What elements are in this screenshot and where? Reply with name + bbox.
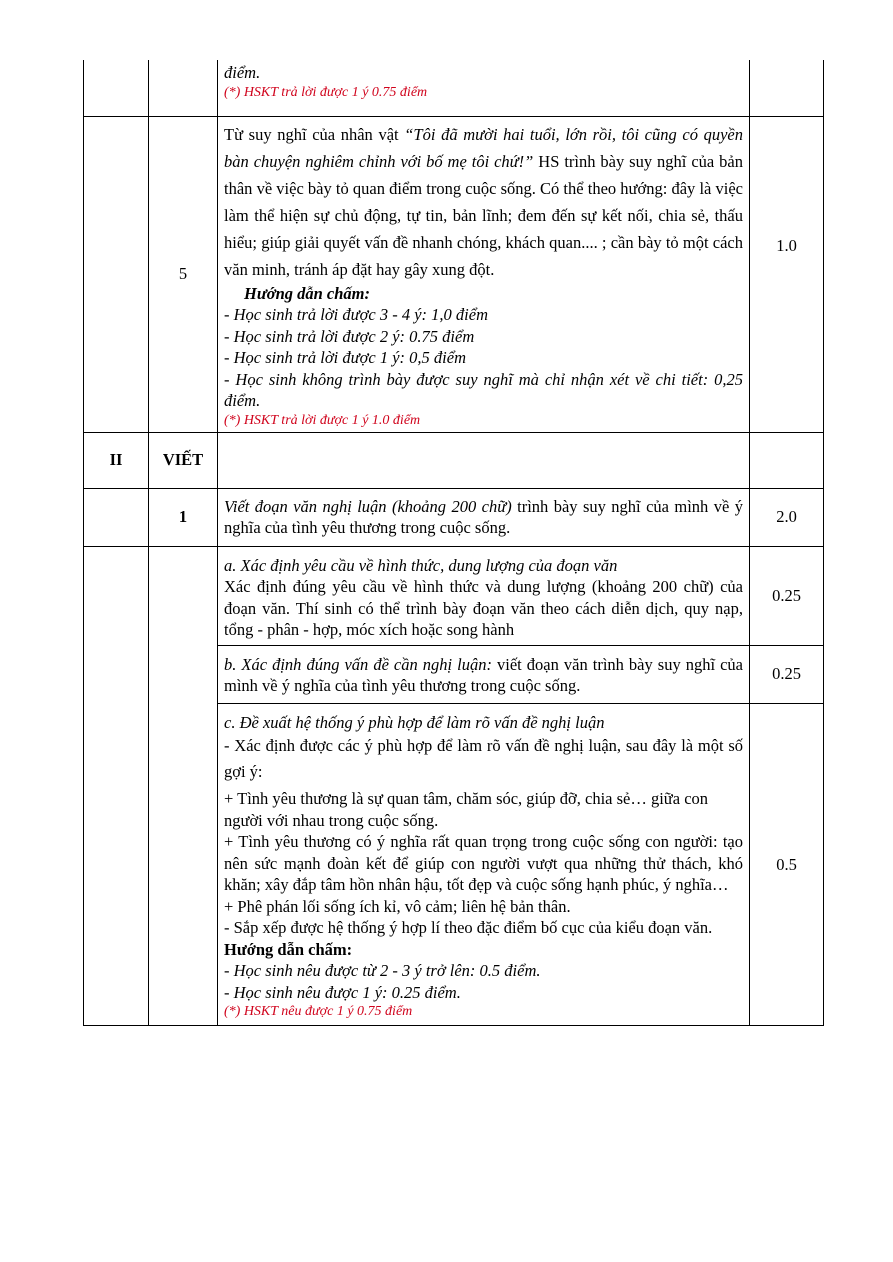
hskt-note: (*) HSKT trả lời được 1 ý 1.0 điểm — [224, 412, 421, 428]
part-cell — [84, 488, 149, 546]
criterion-heading: b. Xác định đúng vấn đề cần nghị luận: — [224, 654, 492, 674]
hskt-note: (*) HSKT trả lời được 1 ý 0.75 điểm — [224, 84, 428, 100]
part-cell — [84, 546, 149, 1026]
guide-line: - Học sinh nêu được từ 2 - 3 ý trở lên: 0.5 điểm. — [224, 961, 541, 980]
criterion-c — [218, 703, 750, 1026]
task-description: Viết đoạn văn nghị luận (khoảng 200 chữ) trình bày suy nghĩ của mình về ý nghĩa của tình yêu thương trong cuộc sống. — [218, 488, 750, 546]
table-row — [84, 546, 824, 645]
guide-title: Hướng dẫn chấm: — [244, 283, 371, 303]
criterion-a — [218, 546, 750, 645]
part-number: II — [84, 432, 149, 488]
criterion-point: - Xác định được các ý phù hợp để làm rõ vấn đề nghị luận, sau đây là một số gợi ý: — [224, 736, 743, 781]
criterion-heading: a. Xác định yêu cầu về hình thức, dung lượng của đoạn văn — [224, 555, 618, 575]
score-value: 0.25 — [750, 645, 824, 703]
score-cell — [750, 432, 824, 488]
table-row — [84, 60, 824, 116]
table-row — [84, 116, 824, 432]
criterion-body: viết đoạn văn trình bày suy nghĩ của mình về ý nghĩa của tình yêu thương trong cuộc sống. — [224, 654, 743, 695]
section-title: VIẾT — [149, 432, 218, 488]
score-value: 0.5 — [750, 703, 824, 1026]
question-cell — [149, 546, 218, 1026]
grading-rubric-table — [83, 60, 824, 1026]
score-value: 2.0 — [750, 488, 824, 546]
content-cell — [218, 116, 750, 432]
guide-line: - Học sinh nêu được 1 ý: 0.25 điểm. — [224, 982, 461, 1002]
question-cell — [149, 60, 218, 116]
part-cell — [84, 116, 149, 432]
criterion-point: - Sắp xếp được hệ thống ý hợp lí theo đặc điểm bố cục của kiểu đoạn văn. — [224, 918, 713, 937]
guide-line: - Học sinh trả lời được 2 ý: 0.75 điểm — [224, 326, 475, 346]
question-number: 5 — [149, 116, 218, 432]
criterion-heading: c. Đề xuất hệ thống ý phù hợp để làm rõ vấn đề nghị luận — [224, 712, 605, 732]
criterion-point: + Tình yêu thương là sự quan tâm, chăm sóc, giúp đỡ, chia sẻ… giữa con người với nhau trong cuộc sống. — [224, 789, 709, 830]
criterion-point: + Tình yêu thương có ý nghĩa rất quan trọng trong cuộc sống con người: tạo nên sức mạnh đoàn kết để giúp con người vượt qua những thử thách, khó khăn; xây đắp tâm hồn nhân hậu, tốt đẹp và cuộc sống hạnh phúc, ý nghĩa… — [224, 832, 743, 894]
score-value: 0.25 — [750, 546, 824, 645]
guide-line: - Học sinh trả lời được 3 - 4 ý: 1,0 điểm — [224, 305, 488, 324]
guide-line: - Học sinh không trình bày được suy nghĩ mà chỉ nhận xét về chi tiết: 0,25 điểm. — [224, 369, 743, 410]
criterion-body: Xác định đúng yêu cầu về hình thức và dung lượng (khoảng 200 chữ) của đoạn văn. Thí sinh có thể trình bày đoạn văn theo cách diễn dịch, quy nạp, tổng - phân - hợp, móc xích hoặc song hành — [224, 577, 743, 639]
part-cell — [84, 60, 149, 116]
score-value: 1.0 — [750, 116, 824, 432]
guide-title: Hướng dẫn chấm: — [224, 939, 353, 959]
table-row — [84, 432, 824, 488]
answer-description: Từ suy nghĩ của nhân vật “Tôi đã mười hai tuổi, lớn rồi, tôi cũng có quyền bàn chuyện nghiêm chỉnh với bố mẹ tôi chứ!” HS trình bày suy nghĩ của bản thân về việc bày tỏ quan điểm trong cuộc sống. Có thể theo hướng: đây là việc làm thể hiện sự chủ động, tự tin, bản lĩnh; đem đến sự kết nối, chia sẻ, thấu hiểu; giúp giải quyết vấn đề nhanh chóng, khách quan.... ; cần bày tỏ một cách văn minh, tránh áp đặt hay gây xung đột. — [224, 124, 743, 279]
table-row — [84, 488, 824, 546]
content-text: điểm. — [224, 63, 261, 82]
hskt-note: (*) HSKT nêu được 1 ý 0.75 điểm — [224, 1004, 413, 1019]
criterion-point: + Phê phán lối sống ích kỉ, vô cảm; liên hệ bản thân. — [224, 896, 571, 916]
criterion-b — [218, 645, 750, 703]
score-cell — [750, 60, 824, 116]
content-cell — [218, 432, 750, 488]
content-cell — [218, 60, 750, 116]
question-number: 1 — [149, 488, 218, 546]
guide-line: - Học sinh trả lời được 1 ý: 0,5 điểm — [224, 348, 466, 367]
